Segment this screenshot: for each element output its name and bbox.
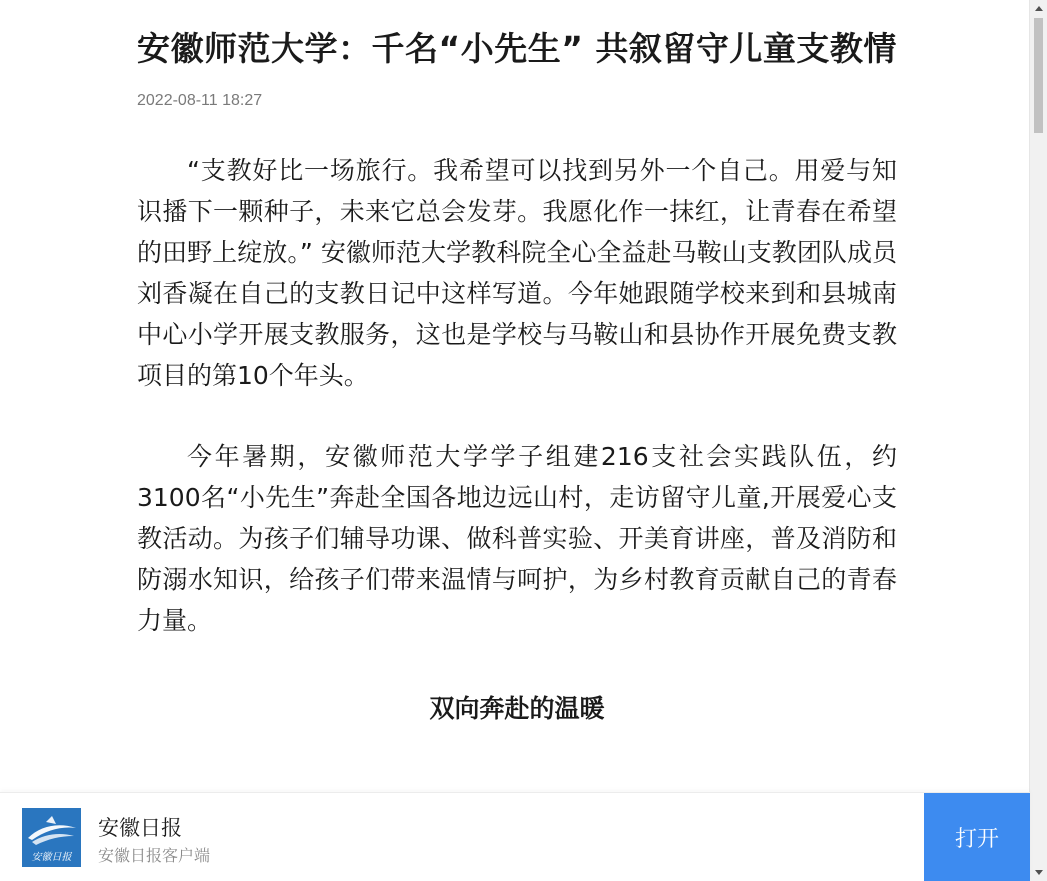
logo-lettering: 安徽日报 [31, 852, 72, 863]
app-download-banner [0, 792, 1030, 881]
article-paragraph: “支教好比一场旅行。我希望可以找到另外一个自己。用爱与知识播下一颗种子，未来它总会发芽。我愿化作一抹红，让青春在希望的田野上绽放。” 安徽师范大学教科院全心全益赴马鞍山支教团队成员刘香凝在自己的支教日记中这样写道。今年她跟随学校来到和县城南中心小学开展支教服务，这也是学校与马鞍山和县协作开展免费支教项目的第10个年头。 [137, 156, 897, 390]
article [137, 24, 897, 725]
scroll-up-arrow-icon[interactable] [1030, 0, 1047, 17]
article-title: 安徽师范大学：千名“小先生” 共叙留守儿童支教情 [137, 29, 897, 68]
anhui-daily-logo-icon [22, 808, 81, 867]
scroll-down-arrow-icon[interactable] [1030, 864, 1047, 881]
scrollbar-thumb[interactable] [1034, 18, 1043, 133]
open-app-button[interactable]: 打开 [924, 793, 1030, 881]
vertical-scrollbar[interactable] [1029, 0, 1047, 881]
app-subtitle: 安徽日报客户端 [98, 846, 211, 865]
article-date: 2022-08-11 18:27 [137, 92, 263, 109]
article-paragraph: 今年暑期，安徽师范大学学子组建216支社会实践队伍，约3100名“小先生”奔赴全国各地边远山村，走访留守儿童,开展爱心支教活动。为孩子们辅导功课、做科普实验、开美育讲座，普及消防和防溺水知识，给孩子们带来温情与呵护，为乡村教育贡献自己的青春力量。 [137, 442, 897, 635]
app-name: 安徽日报 [98, 816, 182, 840]
section-subheading: 双向奔赴的温暖 [429, 694, 605, 723]
